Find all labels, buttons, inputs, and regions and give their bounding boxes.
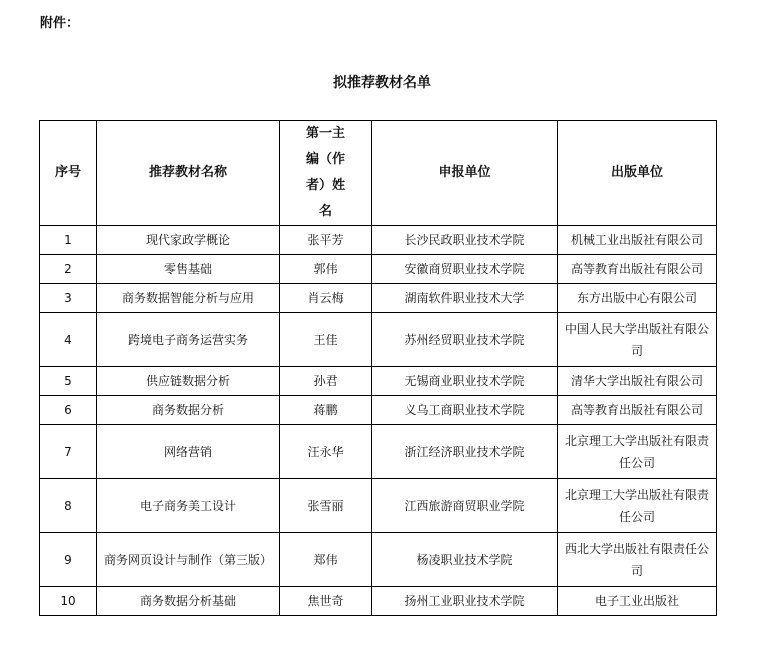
- cell-no: 10: [40, 587, 97, 616]
- cell-no: 1: [40, 226, 97, 255]
- attachment-label: 附件：: [40, 16, 80, 31]
- table-row: [40, 587, 717, 616]
- table-row: [40, 396, 717, 425]
- cell-no: 6: [40, 396, 97, 425]
- cell-textbook-name: 零售基础: [97, 255, 280, 284]
- column-header-chief-editor: 第一主编（作者）姓名: [280, 121, 372, 226]
- table-row: [40, 255, 717, 284]
- cell-publisher: 西北大学出版社有限责任公司: [558, 533, 717, 587]
- cell-publisher: 北京理工大学出版社有限责任公司: [558, 425, 717, 479]
- table-row: [40, 313, 717, 367]
- cell-applicant: 浙江经济职业技术学院: [372, 425, 558, 479]
- recommended-textbook-table: [39, 120, 717, 616]
- cell-author: 汪永华: [280, 425, 372, 479]
- cell-no: 2: [40, 255, 97, 284]
- cell-applicant: 义乌工商职业技术学院: [372, 396, 558, 425]
- cell-textbook-name: 跨境电子商务运营实务: [97, 313, 280, 367]
- cell-applicant: 湖南软件职业技术大学: [372, 284, 558, 313]
- cell-applicant: 安徽商贸职业技术学院: [372, 255, 558, 284]
- cell-author: 焦世奇: [280, 587, 372, 616]
- cell-applicant: 苏州经贸职业技术学院: [372, 313, 558, 367]
- cell-publisher: 清华大学出版社有限公司: [558, 367, 717, 396]
- column-header-publisher: 出版单位: [558, 121, 717, 226]
- cell-publisher: 电子工业出版社: [558, 587, 717, 616]
- cell-no: 9: [40, 533, 97, 587]
- cell-no: 7: [40, 425, 97, 479]
- cell-textbook-name: 商务数据分析基础: [97, 587, 280, 616]
- cell-author: 郑伟: [280, 533, 372, 587]
- cell-applicant: 长沙民政职业技术学院: [372, 226, 558, 255]
- cell-textbook-name: 现代家政学概论: [97, 226, 280, 255]
- cell-author: 孙君: [280, 367, 372, 396]
- cell-no: 8: [40, 479, 97, 533]
- cell-publisher: 高等教育出版社有限公司: [558, 396, 717, 425]
- table-row: [40, 479, 717, 533]
- cell-publisher: 东方出版中心有限公司: [558, 284, 717, 313]
- cell-no: 5: [40, 367, 97, 396]
- table-row: [40, 284, 717, 313]
- cell-applicant: 杨凌职业技术学院: [372, 533, 558, 587]
- table-row: [40, 533, 717, 587]
- table-header-row: [40, 121, 717, 226]
- cell-author: 蒋鹏: [280, 396, 372, 425]
- cell-no: 3: [40, 284, 97, 313]
- cell-applicant: 江西旅游商贸职业学院: [372, 479, 558, 533]
- cell-author: 张雪丽: [280, 479, 372, 533]
- column-header-applicant-unit: 申报单位: [372, 121, 558, 226]
- column-header-textbook-name: 推荐教材名称: [97, 121, 280, 226]
- cell-applicant: 扬州工业职业技术学院: [372, 587, 558, 616]
- cell-publisher: 中国人民大学出版社有限公司: [558, 313, 717, 367]
- table-row: [40, 226, 717, 255]
- table-row: [40, 367, 717, 396]
- document-title: 拟推荐教材名单: [333, 75, 431, 91]
- cell-author: 王佳: [280, 313, 372, 367]
- cell-textbook-name: 商务数据分析: [97, 396, 280, 425]
- cell-textbook-name: 网络营销: [97, 425, 280, 479]
- cell-publisher: 高等教育出版社有限公司: [558, 255, 717, 284]
- cell-no: 4: [40, 313, 97, 367]
- cell-publisher: 北京理工大学出版社有限责任公司: [558, 479, 717, 533]
- cell-textbook-name: 电子商务美工设计: [97, 479, 280, 533]
- cell-publisher: 机械工业出版社有限公司: [558, 226, 717, 255]
- cell-author: 张平芳: [280, 226, 372, 255]
- cell-author: 肖云梅: [280, 284, 372, 313]
- cell-textbook-name: 商务数据智能分析与应用: [97, 284, 280, 313]
- column-header-no: 序号: [40, 121, 97, 226]
- table-row: [40, 425, 717, 479]
- cell-applicant: 无锡商业职业技术学院: [372, 367, 558, 396]
- cell-textbook-name: 供应链数据分析: [97, 367, 280, 396]
- cell-textbook-name: 商务网页设计与制作（第三版）: [97, 533, 280, 587]
- cell-author: 郭伟: [280, 255, 372, 284]
